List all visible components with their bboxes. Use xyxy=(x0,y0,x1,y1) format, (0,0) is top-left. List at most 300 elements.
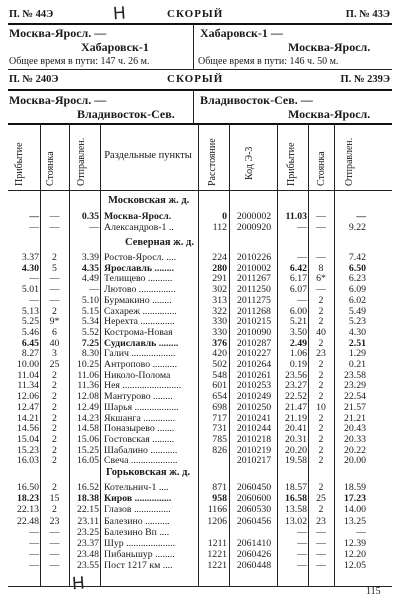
cell-d: 4.49 xyxy=(81,273,99,285)
cell-a2: 11.03 xyxy=(285,211,307,222)
cell-code: 2060530 xyxy=(236,504,272,516)
cell-a2: 21.19 xyxy=(284,412,307,424)
cell-code: 2060600 xyxy=(236,493,272,505)
cell-s: 40 xyxy=(49,337,60,349)
route-2-to: Москва-Яросл. xyxy=(288,40,371,54)
cell-km: 322 xyxy=(212,305,227,317)
rule-2 xyxy=(8,89,392,91)
cell-d2: 23.58 xyxy=(343,369,366,381)
cell-n: Балезино .......... xyxy=(104,515,170,527)
cell-s: 2 xyxy=(52,391,57,403)
cell-d2: 12.20 xyxy=(343,549,366,561)
col-arrive-2: Прибытие xyxy=(286,142,297,186)
cell-s: — xyxy=(49,294,60,306)
cell-s2: 2 xyxy=(318,391,324,403)
cell-s: 2 xyxy=(52,412,57,424)
cell-a2: — xyxy=(297,252,307,263)
table-row xyxy=(0,550,409,561)
table-row xyxy=(0,296,409,307)
cell-a: 3.37 xyxy=(21,252,39,263)
cell-s2: 2 xyxy=(318,412,324,424)
cell-d2: 6.09 xyxy=(348,284,366,296)
cell-n: Москва-Яросл. xyxy=(104,211,172,222)
cell-d: 23.25 xyxy=(76,526,99,538)
cell-km: 330 xyxy=(212,316,227,328)
cell-code: 2010219 xyxy=(236,444,272,456)
cell-s2: — xyxy=(316,284,326,296)
col-stop: Стоянка xyxy=(45,151,56,186)
cell-d: 23.11 xyxy=(77,515,99,527)
section-gorky: Горьковская ж. д. xyxy=(106,467,191,478)
handwritten-mark-bottom: Н xyxy=(71,573,86,595)
cell-a: — xyxy=(29,222,39,233)
cell-d2: 1.29 xyxy=(348,348,366,360)
cell-a: 5.01 xyxy=(21,284,39,296)
cell-n: Николо-Полома xyxy=(104,369,171,381)
table-row xyxy=(0,528,409,539)
cell-d: 18.38 xyxy=(76,493,99,505)
cell-code: 2010249 xyxy=(236,391,272,403)
cell-s: 2 xyxy=(52,252,57,263)
cell-d2: 12.39 xyxy=(343,538,366,549)
cell-s: 2 xyxy=(52,401,57,413)
cell-d2: 20.33 xyxy=(343,433,366,445)
cell-s: — xyxy=(49,549,60,561)
cell-d2: — xyxy=(356,526,366,538)
cell-km: 1221 xyxy=(207,549,227,561)
cell-a2: 1.06 xyxy=(289,348,307,360)
cell-a: 11.04 xyxy=(17,369,39,381)
cell-code: 2010244 xyxy=(236,423,272,435)
cell-n: Антропово .......... xyxy=(104,359,178,370)
cell-d2: 17.23 xyxy=(343,493,366,505)
cell-a2: 6.00 xyxy=(289,305,307,317)
cell-s2: — xyxy=(316,526,326,538)
table-row xyxy=(0,253,409,264)
cell-a2: 16.58 xyxy=(284,493,307,505)
cell-d: 12.49 xyxy=(76,401,99,413)
cell-d: 22.15 xyxy=(76,504,99,516)
cell-d2: 4.30 xyxy=(348,326,366,338)
cell-km: 871 xyxy=(212,482,227,493)
cell-code: 2010215 xyxy=(236,316,272,328)
cell-d: 14.58 xyxy=(76,423,99,435)
cell-km: 313 xyxy=(212,294,227,306)
cell-d2: 22.54 xyxy=(343,391,366,403)
cell-s: 3 xyxy=(52,348,57,360)
cell-n: Якшанга ............. xyxy=(104,412,176,424)
cell-a: 14.56 xyxy=(16,423,39,435)
cell-a2: 20.31 xyxy=(284,433,307,445)
cell-s: — xyxy=(49,526,60,538)
cell-km: 717 xyxy=(212,412,227,424)
cell-s: 15 xyxy=(49,493,60,505)
cell-d: 23.55 xyxy=(76,560,99,572)
cell-a: 5.25 xyxy=(21,316,39,328)
cell-code: 2060450 xyxy=(236,482,272,493)
col-stop-2: Стоянка xyxy=(316,151,327,186)
cell-km: 731 xyxy=(212,423,227,435)
table-row xyxy=(0,317,409,328)
cell-d2: 6.50 xyxy=(348,262,366,274)
cell-a2: 13.58 xyxy=(284,504,307,516)
cell-d: 5.34 xyxy=(81,316,99,328)
cell-a2: 23.56 xyxy=(284,369,307,381)
cell-s: — xyxy=(49,284,60,296)
cell-d: 4.35 xyxy=(81,262,99,274)
cell-code: 2010250 xyxy=(236,401,272,413)
cell-a2: 3.50 xyxy=(289,326,307,338)
cell-n: Галич .................. xyxy=(104,348,176,360)
cell-km: 1211 xyxy=(207,538,227,549)
rule-table-bottom xyxy=(8,586,392,587)
cell-a: 12.47 xyxy=(16,401,39,413)
cell-d: 5.10 xyxy=(81,294,99,306)
cell-d: 5.52 xyxy=(81,326,99,338)
cell-a: — xyxy=(29,273,39,285)
cell-s2: 2 xyxy=(318,359,324,370)
cell-a: 22.13 xyxy=(16,504,39,516)
cell-a2: — xyxy=(297,526,307,538)
cell-d2: 20.22 xyxy=(343,444,366,456)
cell-n: Судиславль ........ xyxy=(104,337,179,349)
col-code: Код Э-3 xyxy=(244,146,255,180)
cell-d: 0.35 xyxy=(81,211,99,222)
table-row xyxy=(0,539,409,550)
cell-a2: 2.49 xyxy=(289,337,307,349)
route-1-to: Хабаровск-1 xyxy=(81,40,149,54)
section-north: Северная ж. д. xyxy=(125,237,194,248)
cell-a2: 20.20 xyxy=(284,444,307,456)
train-number-right-2: П. № 239Э xyxy=(340,74,390,85)
cell-s: — xyxy=(49,273,60,285)
cell-d2: 18.59 xyxy=(343,482,366,493)
cell-a2: — xyxy=(297,560,307,572)
cell-d: — xyxy=(89,222,99,233)
cell-s2: 40 xyxy=(316,326,326,338)
cell-s2: 25 xyxy=(316,493,326,505)
cell-n: Нерехта .............. xyxy=(104,316,175,328)
cell-a: 6.45 xyxy=(21,337,39,349)
cell-d2: 23.29 xyxy=(343,380,366,392)
cell-s: 6 xyxy=(52,326,57,338)
cell-a: — xyxy=(29,294,39,306)
cell-s: 2 xyxy=(52,423,57,435)
cell-d2: 0.21 xyxy=(348,359,366,370)
route-divider-1 xyxy=(193,24,194,69)
table-row xyxy=(0,307,409,318)
cell-n: Нея ........................ xyxy=(104,380,182,392)
cell-s: 2 xyxy=(52,444,57,456)
cell-s: 2 xyxy=(52,504,57,516)
cell-n: Телищево .......... xyxy=(104,273,173,285)
cell-s2: 2 xyxy=(318,294,324,306)
col-points: Раздельные пункты xyxy=(104,150,192,161)
cell-a2: 19.58 xyxy=(284,455,307,467)
cell-n: Кострома-Новая xyxy=(104,326,173,338)
cell-a: 16.50 xyxy=(16,482,39,493)
cell-d: 11.36 xyxy=(77,380,99,392)
cell-km: 958 xyxy=(212,493,227,505)
cell-n: Котельнич-1 .... xyxy=(104,482,169,493)
table-row xyxy=(0,349,409,360)
cell-n: Балезино Вп .... xyxy=(104,526,170,538)
route-2-from: Хабаровск-1 — xyxy=(200,26,283,40)
cell-s2: — xyxy=(316,222,326,233)
cell-a: — xyxy=(29,549,39,561)
cell-s2: 8 xyxy=(318,262,324,274)
handwritten-mark-top: Н xyxy=(112,3,127,25)
page-number: 115 xyxy=(366,586,381,597)
cell-code: 2010261 xyxy=(236,369,272,381)
table-row xyxy=(0,339,409,350)
cell-s2: 2 xyxy=(318,482,324,493)
cell-n: Пибаньшур ........ xyxy=(104,549,175,561)
cell-n: Пост 1217 км .... xyxy=(104,560,173,572)
table-row xyxy=(0,328,409,339)
col-distance: Расстояние xyxy=(207,138,218,186)
section-moscow: Московская ж. д. xyxy=(108,195,190,206)
cell-km: 502 xyxy=(212,359,227,370)
table-row xyxy=(0,517,409,528)
cell-a: 15.23 xyxy=(16,444,39,456)
cell-n: Ростов-Яросл. .... xyxy=(104,252,177,263)
cell-a2: 0.19 xyxy=(289,359,307,370)
cell-d: 15.06 xyxy=(76,433,99,445)
cell-d: 23.37 xyxy=(76,538,99,549)
cell-a2: 23.27 xyxy=(284,380,307,392)
cell-d2: 6.02 xyxy=(348,294,366,306)
cell-a: 4.30 xyxy=(21,262,39,274)
cell-km: 698 xyxy=(212,401,227,413)
rule-1 xyxy=(8,69,392,70)
rule-top xyxy=(8,23,392,25)
cell-d: 12.08 xyxy=(76,391,99,403)
cell-a2: — xyxy=(297,222,307,233)
cell-a2: 21.47 xyxy=(284,401,307,413)
cell-a: 18.23 xyxy=(16,493,39,505)
cell-s2: 23 xyxy=(316,348,326,360)
cell-n: Свеча ................... xyxy=(104,455,178,467)
cell-km: 291 xyxy=(212,273,227,285)
cell-code: 2010287 xyxy=(236,337,272,349)
table-row xyxy=(0,264,409,275)
cell-s2: 2 xyxy=(318,455,324,467)
route-1-total: Общее время в пути: 147 ч. 26 м. xyxy=(9,56,150,67)
cell-s2: 2 xyxy=(318,504,324,516)
cell-code: 2010002 xyxy=(236,262,272,274)
cell-n: Поназырево ....... xyxy=(104,423,175,435)
route-3-from: Москва-Яросл. — xyxy=(9,93,107,107)
cell-d2: 6.23 xyxy=(348,273,366,285)
cell-s: 5 xyxy=(52,262,57,274)
col-depart: Отправлен. xyxy=(76,137,87,186)
cell-km: 0 xyxy=(222,211,227,222)
cell-n: Гостовская ......... xyxy=(104,433,175,445)
cell-s2: 2 xyxy=(318,316,324,328)
cell-d: 7.25 xyxy=(81,337,99,349)
cell-s: — xyxy=(49,560,60,572)
cell-d2: 2.51 xyxy=(348,337,366,349)
table-row xyxy=(0,285,409,296)
cell-a2: — xyxy=(297,294,307,306)
cell-n: Глазов ............... xyxy=(104,504,171,516)
cell-km: 601 xyxy=(212,380,227,392)
cell-d2: 21.21 xyxy=(343,412,366,424)
cell-n: Сахареж .............. xyxy=(104,305,177,317)
cell-n: Киров ............... xyxy=(104,493,172,505)
table-row xyxy=(0,561,409,572)
cell-s: 2 xyxy=(52,305,57,317)
cell-d: 8.30 xyxy=(81,348,99,360)
cell-km: 330 xyxy=(212,326,227,338)
cell-km: 224 xyxy=(212,252,227,263)
table-row xyxy=(0,223,409,234)
cell-a: 5.46 xyxy=(21,326,39,338)
cell-d: 5.15 xyxy=(81,305,99,317)
cell-d: — xyxy=(89,284,99,296)
cell-s2: — xyxy=(316,538,326,549)
train-type-label: СКОРЫЙ xyxy=(167,8,224,20)
cell-a: 12.06 xyxy=(16,391,39,403)
cell-code: 2060456 xyxy=(236,515,272,527)
route-4-to: Москва-Яросл. xyxy=(288,107,371,121)
cell-code: 2011275 xyxy=(237,294,271,306)
cell-a2: 20.41 xyxy=(284,423,307,435)
cell-n: Шабалино ........... xyxy=(104,444,178,456)
cell-s: — xyxy=(49,222,60,233)
cell-code: 2010227 xyxy=(236,348,272,360)
cell-d2: 20.00 xyxy=(343,455,366,467)
cell-d: 15.25 xyxy=(76,444,99,456)
cell-a2: 6.07 xyxy=(289,284,307,296)
cell-code: 2011250 xyxy=(237,284,271,296)
cell-d2: — xyxy=(356,211,366,222)
cell-a2: 18.57 xyxy=(284,482,307,493)
cell-s: 2 xyxy=(52,433,57,445)
cell-a: 16.03 xyxy=(16,455,39,467)
cell-a: — xyxy=(29,526,39,538)
cell-n: Шур .................... xyxy=(104,538,176,549)
cell-code: 2010090 xyxy=(236,326,272,338)
cell-a2: 13.02 xyxy=(284,515,307,527)
route-divider-2 xyxy=(193,90,194,123)
cell-km: 1206 xyxy=(207,515,227,527)
table-row xyxy=(0,403,409,414)
table-row xyxy=(0,360,409,371)
table-row xyxy=(0,483,409,494)
cell-km: 112 xyxy=(212,222,227,233)
table-row xyxy=(0,435,409,446)
cell-a: — xyxy=(29,560,39,572)
train-number-right: П. № 43Э xyxy=(345,9,390,20)
cell-code: 2000920 xyxy=(236,222,272,233)
table-row xyxy=(0,505,409,516)
cell-a: 15.04 xyxy=(16,433,39,445)
table-row xyxy=(0,456,409,467)
cell-km: 1221 xyxy=(207,560,227,572)
cell-code: 2060448 xyxy=(236,560,272,572)
cell-s: 2 xyxy=(52,455,57,467)
cell-n: Мантурово ........ xyxy=(104,391,173,403)
route-4-from: Владивосток-Сев. — xyxy=(200,93,313,107)
cell-a: 22.48 xyxy=(16,515,39,527)
cell-s2: 2 xyxy=(318,433,324,445)
cell-km: 280 xyxy=(212,262,227,274)
cell-code: 2010253 xyxy=(236,380,272,392)
cell-code: 2010241 xyxy=(236,412,272,424)
cell-code: 2061410 xyxy=(236,538,272,549)
cell-s: 23 xyxy=(49,515,60,527)
cell-code: 2010217 xyxy=(236,455,272,467)
cell-s2: 6* xyxy=(316,273,326,285)
cell-n: Лютово ............... xyxy=(104,284,176,296)
route-1-from: Москва-Яросл. — xyxy=(9,26,107,40)
cell-a: 8.27 xyxy=(21,348,39,360)
cell-s: 25 xyxy=(49,359,60,370)
cell-s: 2 xyxy=(52,482,57,493)
route-3-to: Владивосток-Сев. xyxy=(77,107,175,121)
cell-a2: 22.52 xyxy=(284,391,307,403)
cell-code: 2010226 xyxy=(236,252,272,263)
cell-s2: — xyxy=(316,211,326,222)
cell-code: 2011267 xyxy=(237,273,271,285)
cell-km: 785 xyxy=(212,433,227,445)
cell-a: 14.21 xyxy=(16,412,39,424)
cell-s2: — xyxy=(316,252,326,263)
cell-km: 376 xyxy=(212,337,227,349)
cell-s2: — xyxy=(316,560,326,572)
cell-d2: 12.05 xyxy=(343,560,366,572)
cell-km: 302 xyxy=(212,284,227,296)
cell-s: — xyxy=(49,211,60,222)
cell-a2: 6.42 xyxy=(289,262,307,274)
cell-d: 3.39 xyxy=(81,252,99,263)
cell-d2: 9.22 xyxy=(348,222,366,233)
cell-code: 2010264 xyxy=(236,359,272,370)
cell-s2: 2 xyxy=(318,423,324,435)
cell-s2: 10 xyxy=(316,401,326,413)
cell-n: Бурмакино ........ xyxy=(104,294,172,306)
cell-d: 16.52 xyxy=(76,482,99,493)
cell-km: 1166 xyxy=(207,504,227,516)
cell-s: 2 xyxy=(52,380,57,392)
table-row xyxy=(0,212,409,223)
cell-s2: 2 xyxy=(318,337,324,349)
cell-s2: 23 xyxy=(316,515,326,527)
train-number-left-2: П. № 240Э xyxy=(9,74,59,85)
cell-a2: 6.17 xyxy=(289,273,307,285)
cell-d: 11.06 xyxy=(77,369,99,381)
cell-km: 826 xyxy=(212,444,227,456)
cell-d2: 13.25 xyxy=(343,515,366,527)
cell-d2: 7.42 xyxy=(348,252,366,263)
cell-n: Ярославль ........ xyxy=(104,262,175,274)
cell-s: — xyxy=(49,538,60,549)
cell-d: 14.23 xyxy=(76,412,99,424)
cell-d: 10.25 xyxy=(76,359,99,370)
cell-km: 420 xyxy=(212,348,227,360)
cell-d2: 14.00 xyxy=(343,504,366,516)
cell-n: Шарья .................. xyxy=(104,401,179,413)
cell-d2: 20.43 xyxy=(343,423,366,435)
cell-km: 654 xyxy=(212,391,227,403)
cell-d2: 5.23 xyxy=(348,316,366,328)
route-2-total: Общее время в пути: 146 ч. 50 м. xyxy=(198,56,339,67)
cell-n: Александров-1 .. xyxy=(104,222,174,233)
cell-s2: 2 xyxy=(318,380,324,392)
col-depart-2: Отправлен. xyxy=(344,137,355,186)
